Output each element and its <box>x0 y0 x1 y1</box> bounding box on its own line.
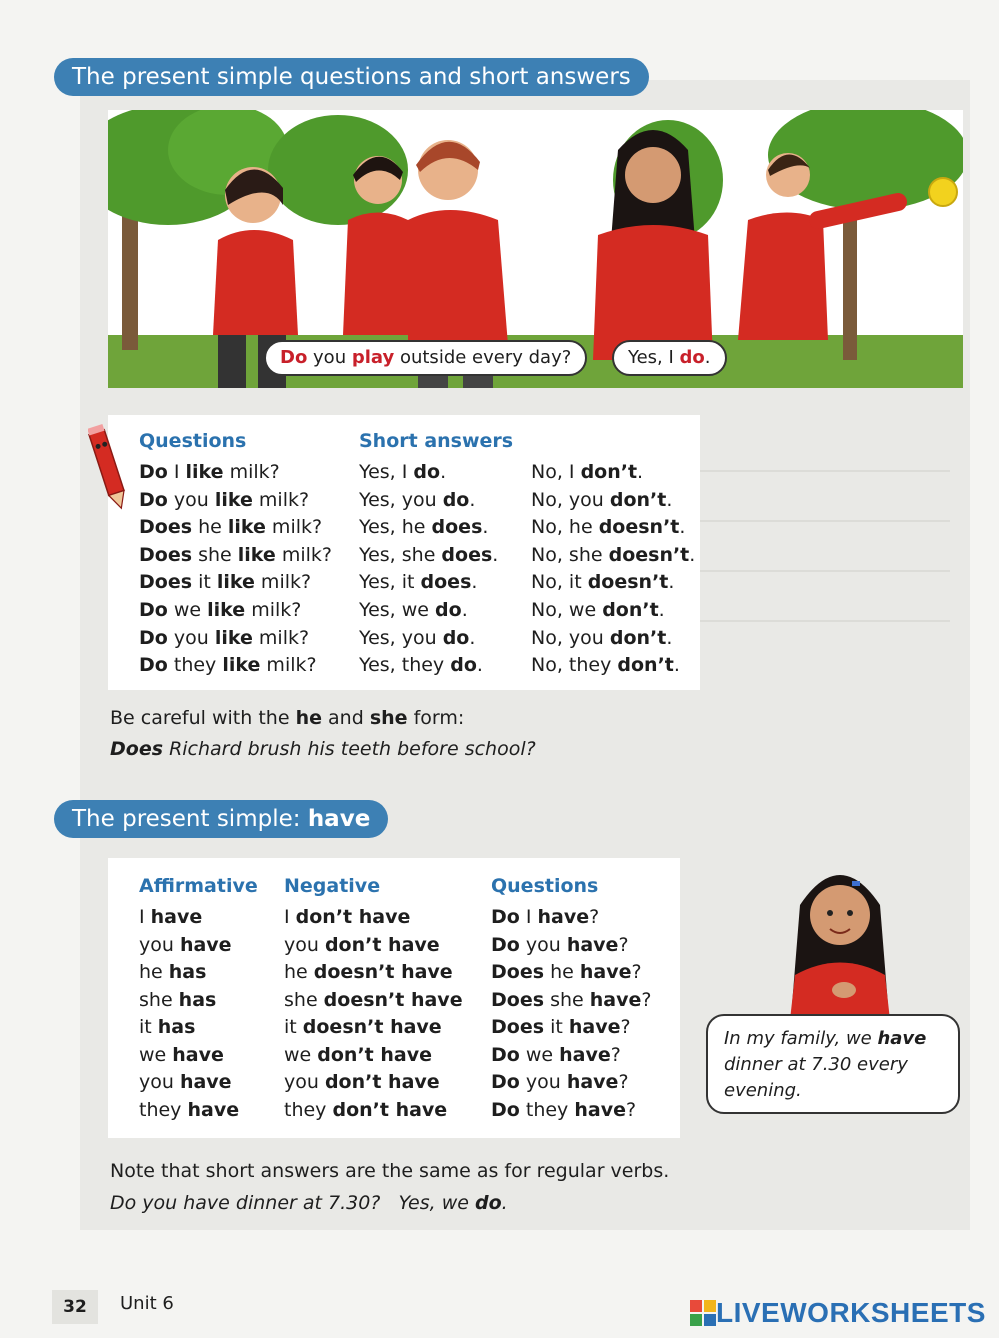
word: . <box>666 488 673 511</box>
banner-bold: have <box>307 806 371 832</box>
unit-label: Unit 6 <box>120 1293 174 1314</box>
word: . <box>482 516 489 539</box>
bold-word: don’t <box>602 599 659 621</box>
affirmative-cell <box>139 1070 232 1094</box>
question-have-cell <box>491 1043 621 1067</box>
word: Yes, it <box>359 571 421 594</box>
word: you <box>167 626 215 649</box>
question-cell <box>139 488 309 512</box>
speech-bubble-answer <box>612 340 727 376</box>
word: you <box>167 488 215 511</box>
bold-word: doesn’t have <box>323 988 463 1011</box>
header-questions: Questions <box>139 430 247 452</box>
note-text: form: <box>407 707 465 729</box>
word: I <box>167 461 186 483</box>
no-answer-cell <box>531 488 672 512</box>
bold-word: don’t have <box>295 906 411 928</box>
bubble-word-play: play <box>351 347 395 368</box>
bold-word: have <box>568 1016 621 1038</box>
logo-grid-icon <box>690 1300 716 1326</box>
yes-answer-cell <box>359 515 488 539</box>
negative-cell <box>284 933 440 957</box>
bold-word: like <box>222 654 261 677</box>
bold-word: do <box>450 654 477 677</box>
word: you <box>519 933 567 956</box>
negative-cell <box>284 1015 442 1039</box>
affirmative-cell <box>139 1015 195 1039</box>
bold-word: don’t have <box>317 1043 432 1066</box>
negative-cell <box>284 905 410 929</box>
bold-word: doesn’t <box>587 571 669 594</box>
affirmative-cell <box>139 988 216 1012</box>
no-answer-cell <box>531 570 674 594</box>
affirmative-cell <box>139 1098 239 1122</box>
word: ? <box>620 1016 631 1038</box>
word: we <box>139 1043 173 1066</box>
question-cell <box>139 460 280 484</box>
word: No, I <box>531 461 581 483</box>
word: he <box>192 516 228 539</box>
bold-word: Do <box>139 461 168 483</box>
word: . <box>476 654 483 677</box>
negative-cell <box>284 1098 447 1122</box>
bold-word: like <box>237 543 276 566</box>
word: you <box>284 933 325 956</box>
bold-word: do <box>442 488 470 511</box>
bold-word: do <box>435 599 462 621</box>
no-answer-cell <box>531 626 672 650</box>
note-bold: do <box>474 1192 502 1214</box>
word: milk? <box>223 461 280 483</box>
bold-word: Does <box>139 543 193 566</box>
bold-word: Do <box>491 906 520 928</box>
bold-word: do <box>442 626 470 649</box>
bold-word: doesn’t have <box>313 961 453 983</box>
word: Yes, they <box>359 654 451 677</box>
no-answer-cell <box>531 460 643 484</box>
word: Yes, you <box>359 626 443 649</box>
bold-word: Do <box>139 488 168 511</box>
speech-text: In my family, we <box>724 1028 878 1049</box>
yes-answer-cell <box>359 543 498 567</box>
word: they <box>519 1098 575 1121</box>
note-bold: she <box>369 707 408 729</box>
bold-word: have <box>589 988 642 1011</box>
bold-word: don’t <box>617 654 674 677</box>
affirmative-cell <box>139 933 232 957</box>
bold-word: don’t <box>580 461 638 483</box>
bold-word: Does <box>491 961 545 983</box>
word: he <box>284 961 314 983</box>
bubble-text: . <box>704 347 711 368</box>
bold-word: has <box>178 988 217 1011</box>
bold-word: doesn’t <box>608 543 690 566</box>
bold-word: have <box>574 1098 626 1121</box>
bold-word: have <box>172 1043 224 1066</box>
question-cell <box>139 626 309 650</box>
affirmative-cell <box>139 1043 224 1067</box>
word: she <box>192 543 238 566</box>
header-questions-have: Questions <box>491 875 599 897</box>
background-line <box>700 620 950 622</box>
word: milk? <box>252 488 310 511</box>
bold-word: have <box>179 1071 232 1093</box>
word: No, we <box>531 599 603 621</box>
word: they <box>139 1098 188 1121</box>
word: . <box>492 543 499 566</box>
question-have-cell <box>491 1015 631 1039</box>
section-banner-have <box>54 800 388 838</box>
word: ? <box>618 1071 629 1093</box>
word: they <box>284 1098 333 1121</box>
word: . <box>469 626 476 649</box>
bold-word: have <box>566 933 619 956</box>
girl-illustration <box>780 855 900 1024</box>
bold-word: Does <box>491 1016 545 1038</box>
word: milk? <box>260 654 317 677</box>
bold-word: don’t <box>609 488 667 511</box>
bold-word: like <box>214 626 253 649</box>
note-short-answers: Note that short answers are the same as for regular verbs. <box>110 1160 670 1182</box>
banner-text: The present simple questions and short answers <box>72 64 631 90</box>
note-text: and <box>321 707 370 729</box>
bold-word: has <box>157 1016 196 1038</box>
negative-cell <box>284 988 463 1012</box>
bold-word: have <box>559 1043 611 1066</box>
liveworksheets-logo[interactable] <box>690 1296 986 1330</box>
word: you <box>139 1071 180 1093</box>
bold-word: don’t have <box>324 933 440 956</box>
word: ? <box>589 906 600 928</box>
bold-word: like <box>227 516 266 539</box>
word: No, it <box>531 571 588 594</box>
note-answer: . <box>501 1192 508 1214</box>
negative-cell <box>284 960 453 984</box>
word: we <box>167 599 208 621</box>
bold-word: does <box>431 516 483 539</box>
bold-word: have <box>579 961 632 983</box>
bold-word: don’t have <box>324 1071 440 1093</box>
note-example <box>110 738 536 760</box>
background-line <box>700 470 950 472</box>
logo-text: LIVEWORKSHEETS <box>716 1297 986 1328</box>
word: it <box>544 1016 569 1038</box>
word: No, he <box>531 516 599 539</box>
banner-text: The present simple: <box>72 806 308 832</box>
word: . <box>673 654 680 677</box>
word: . <box>440 461 447 483</box>
header-negative: Negative <box>284 875 381 897</box>
word: No, they <box>531 654 618 677</box>
note-example-have <box>110 1192 508 1214</box>
word: . <box>637 461 644 483</box>
word: ? <box>625 1098 637 1121</box>
bubble-word-do: Do <box>280 347 308 368</box>
bold-word: Does <box>139 516 193 539</box>
bold-word: Do <box>139 654 168 677</box>
bold-word: does <box>441 543 493 566</box>
word: I <box>139 906 151 928</box>
header-affirmative: Affirmative <box>139 875 258 897</box>
word: milk? <box>245 599 302 621</box>
word: Yes, you <box>359 488 443 511</box>
question-have-cell <box>491 960 642 984</box>
yes-answer-cell <box>359 598 468 622</box>
word: she <box>284 988 324 1011</box>
word: you <box>284 1071 325 1093</box>
note-careful <box>110 707 464 729</box>
question-cell <box>139 543 332 567</box>
note-answer: Yes, we <box>398 1192 475 1214</box>
word: . <box>668 571 675 594</box>
question-have-cell <box>491 905 599 929</box>
word: you <box>139 933 180 956</box>
word: it <box>139 1016 158 1038</box>
word: they <box>167 654 223 677</box>
question-cell <box>139 598 301 622</box>
bold-word: have <box>150 906 203 928</box>
word: ? <box>641 988 652 1011</box>
note-bold: Does <box>110 738 164 760</box>
header-short-answers: Short answers <box>359 430 514 452</box>
word: Yes, we <box>359 599 436 621</box>
bold-word: like <box>214 488 253 511</box>
word: milk? <box>265 516 323 539</box>
section-banner-questions <box>54 58 649 96</box>
speech-bubble-family <box>706 1014 960 1114</box>
word: No, you <box>531 488 610 511</box>
bold-word: have <box>537 906 590 928</box>
no-answer-cell <box>531 515 685 539</box>
negative-cell <box>284 1070 440 1094</box>
no-answer-cell <box>531 598 665 622</box>
question-have-cell <box>491 933 629 957</box>
word: . <box>471 571 478 594</box>
question-have-cell <box>491 1070 629 1094</box>
speech-bold: have <box>877 1028 927 1049</box>
question-have-cell <box>491 1098 636 1122</box>
no-answer-cell <box>531 543 695 567</box>
word: No, you <box>531 626 610 649</box>
no-answer-cell <box>531 653 680 677</box>
note-text: Be careful with the <box>110 707 296 729</box>
negative-cell <box>284 1043 432 1067</box>
question-have-cell <box>491 988 651 1012</box>
bold-word: do <box>413 461 441 483</box>
bold-word: have <box>187 1098 240 1121</box>
bold-word: doesn’t have <box>302 1016 442 1038</box>
bubble-word-do: do <box>679 347 705 368</box>
note-bold: he <box>295 707 322 729</box>
speech-bubble-question <box>264 340 587 376</box>
word: Yes, she <box>359 543 442 566</box>
word: . <box>469 488 476 511</box>
word: Yes, I <box>359 461 414 483</box>
bold-word: don’t <box>609 626 667 649</box>
yes-answer-cell <box>359 460 446 484</box>
pencil-icon <box>88 422 130 516</box>
word: she <box>544 988 590 1011</box>
bubble-text: outside every day? <box>394 347 572 368</box>
bold-word: Do <box>139 626 168 649</box>
bold-word: Does <box>491 988 545 1011</box>
bold-word: have <box>179 933 232 956</box>
word: . <box>689 543 696 566</box>
word: we <box>519 1043 560 1066</box>
word: Yes, he <box>359 516 432 539</box>
word: . <box>666 626 673 649</box>
bubble-text: you <box>307 347 352 368</box>
bold-word: Does <box>139 571 193 594</box>
bold-word: does <box>420 571 472 594</box>
yes-answer-cell <box>359 488 475 512</box>
word: . <box>679 516 686 539</box>
bold-word: have <box>566 1071 619 1093</box>
note-text: Richard brush his teeth before school? <box>163 738 536 760</box>
bold-word: has <box>168 961 207 983</box>
word: I <box>519 906 538 928</box>
question-cell <box>139 570 311 594</box>
word: we <box>284 1043 318 1066</box>
question-cell <box>139 653 317 677</box>
word: she <box>139 988 179 1011</box>
bold-word: doesn’t <box>598 516 680 539</box>
word: ? <box>631 961 642 983</box>
bold-word: Do <box>139 599 168 621</box>
bold-word: like <box>185 461 224 483</box>
word: . <box>658 599 665 621</box>
bold-word: Do <box>491 1071 520 1093</box>
bold-word: like <box>216 571 255 594</box>
affirmative-cell <box>139 905 202 929</box>
bold-word: Do <box>491 1043 520 1066</box>
bold-word: Do <box>491 933 520 956</box>
word: milk? <box>275 543 332 566</box>
word: No, she <box>531 543 609 566</box>
question-cell <box>139 515 322 539</box>
word: he <box>139 961 169 983</box>
background-line <box>700 570 950 572</box>
word: it <box>284 1016 303 1038</box>
bold-word: Do <box>491 1098 520 1121</box>
word: he <box>544 961 580 983</box>
bold-word: don’t have <box>332 1098 448 1121</box>
word: . <box>461 599 468 621</box>
yes-answer-cell <box>359 626 475 650</box>
speech-text: dinner at 7.30 every evening. <box>724 1054 908 1101</box>
word: milk? <box>252 626 310 649</box>
yes-answer-cell <box>359 570 477 594</box>
word: ? <box>618 933 629 956</box>
bubble-text: Yes, I <box>628 347 680 368</box>
bold-word: like <box>207 599 246 621</box>
yes-answer-cell <box>359 653 483 677</box>
word: milk? <box>254 571 312 594</box>
note-question: Do you have dinner at 7.30? <box>110 1192 381 1214</box>
background-line <box>700 520 950 522</box>
affirmative-cell <box>139 960 206 984</box>
word: I <box>284 906 296 928</box>
word: ? <box>610 1043 621 1066</box>
page-number: 32 <box>52 1290 98 1324</box>
word: it <box>192 571 217 594</box>
word: you <box>519 1071 567 1093</box>
